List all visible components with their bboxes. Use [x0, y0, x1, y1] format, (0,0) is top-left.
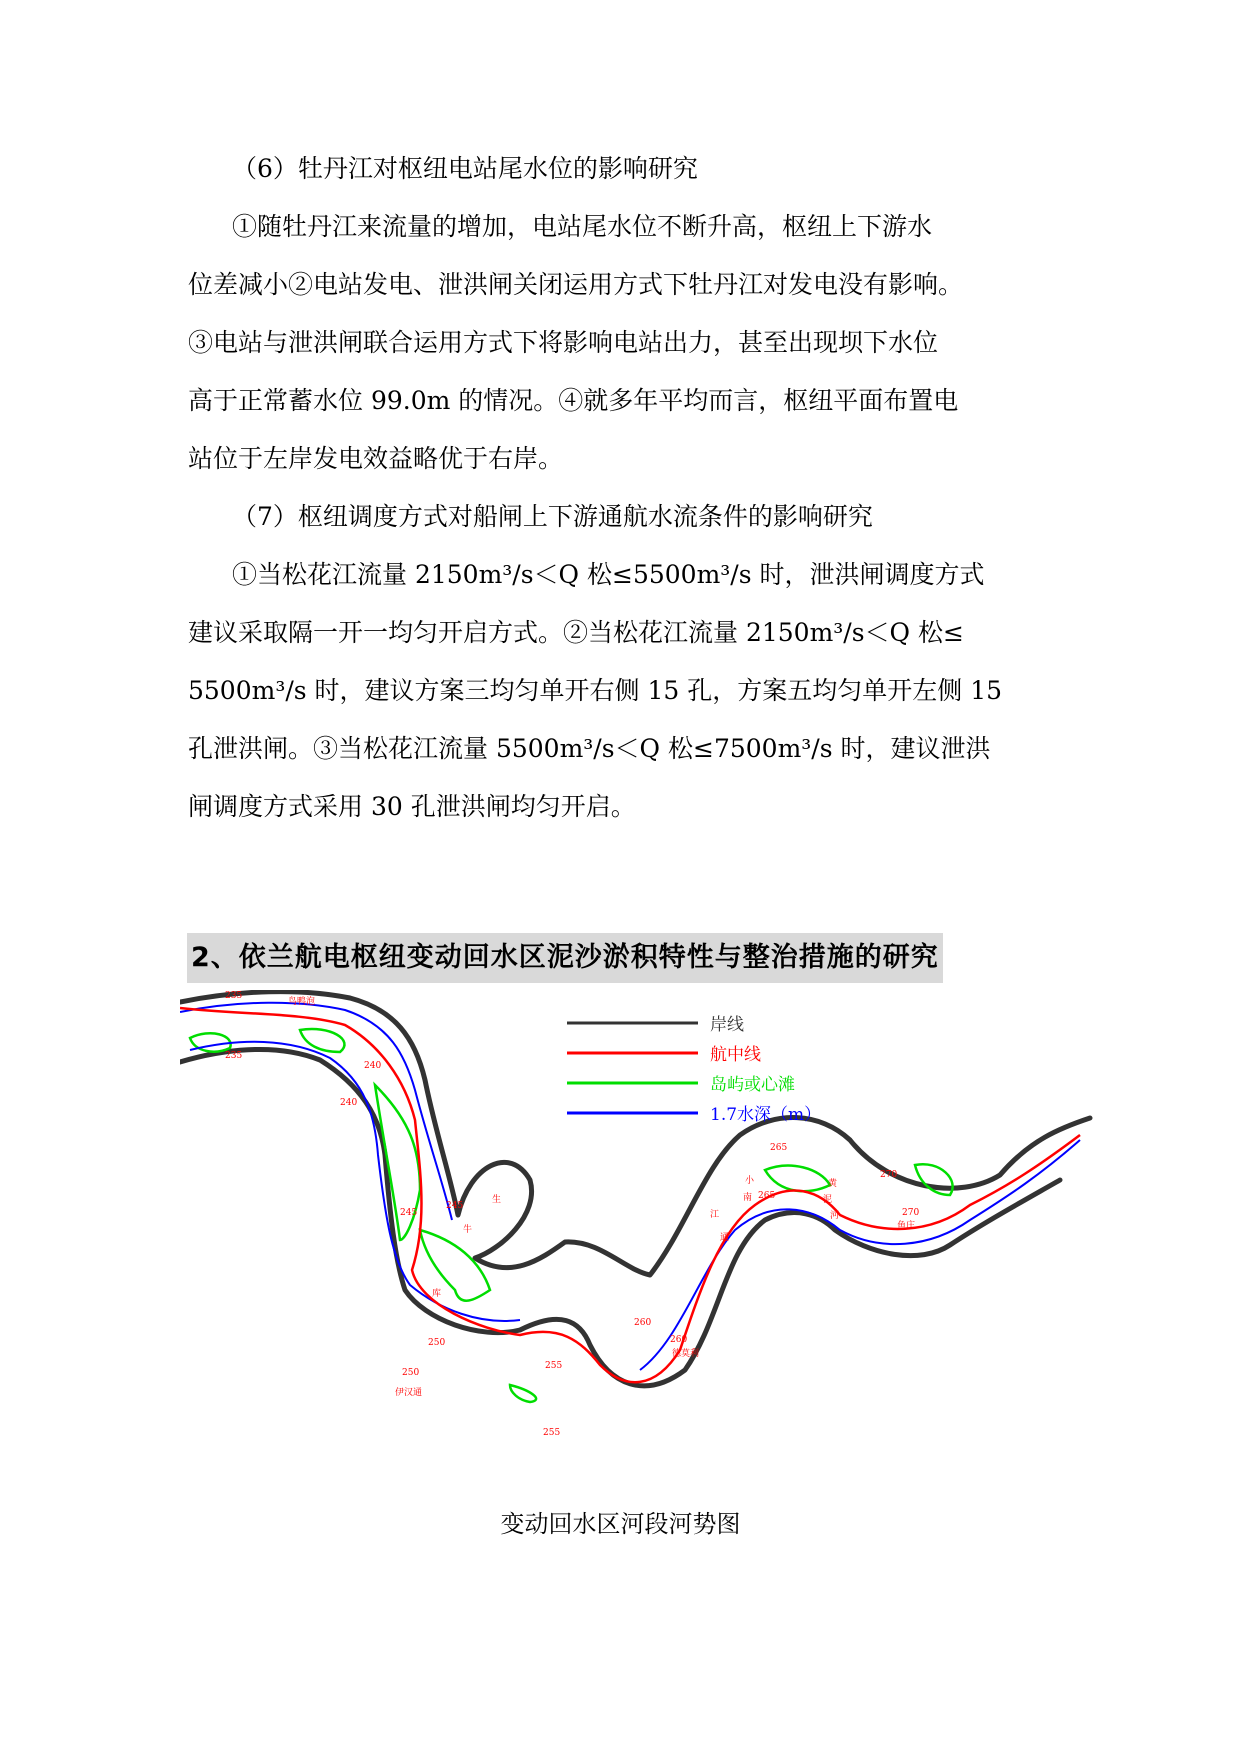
river-map-figure — [180, 990, 1100, 1480]
section-7-line-1: ①当松花江流量 2150m³/s＜Q 松≤5500m³/s 时，泄洪闸调度方式 — [232, 560, 985, 589]
section-7-line-5: 闸调度方式采用 30 孔泄洪闸均匀开启。 — [188, 792, 636, 821]
place-label: 通 — [720, 1233, 730, 1243]
river-bank-north — [180, 992, 1090, 1275]
mileage-label: 270 — [880, 1170, 898, 1180]
section-7 — [188, 488, 1068, 836]
river-map — [180, 990, 1100, 1480]
mileage-label: 270 — [902, 1208, 920, 1218]
place-label: 黄 — [828, 1179, 838, 1189]
place-label: 库 — [432, 1289, 442, 1299]
legend — [567, 1015, 821, 1125]
island-east-1 — [765, 1166, 830, 1192]
place-label: 德莫利 — [672, 1349, 700, 1359]
place-label: 小 — [745, 1176, 755, 1186]
legend-depth-label: 1.7水深（m） — [710, 1105, 822, 1125]
mileage-label: 265 — [770, 1143, 788, 1153]
mileage-label: 235 — [225, 1051, 243, 1061]
place-label: 河 — [830, 1211, 840, 1221]
legend-centerline-label: 航中线 — [710, 1045, 761, 1065]
place-label: 鸟鸭泡 — [288, 997, 316, 1007]
section-7-line-4: 孔泄洪闸。③当松花江流量 5500m³/s＜Q 松≤7500m³/s 时，建议泄洪 — [188, 734, 991, 763]
place-label: 鱼庄 — [897, 1221, 916, 1231]
place-label: 江 — [710, 1210, 720, 1220]
island-oxbow — [420, 1230, 490, 1301]
mileage-label: 250 — [428, 1338, 446, 1348]
section-6-heading: （6）牡丹江对枢纽电站尾水位的影响研究 — [232, 154, 698, 183]
mileage-label: 245 — [400, 1208, 418, 1218]
mileage-label: 240 — [364, 1061, 382, 1071]
section-6-line-1: ①随牡丹江来流量的增加，电站尾水位不断升高，枢纽上下游水 — [232, 212, 933, 241]
section-7-line-3: 5500m³/s 时，建议方案三均匀单开右侧 15 孔，方案五均匀单开左侧 15 — [188, 676, 1003, 705]
mileage-label: 265 — [758, 1191, 776, 1201]
section-6-line-4: 高于正常蓄水位 99.0m 的情况。④就多年平均而言，枢纽平面布置电 — [188, 386, 959, 415]
mileage-label: 260 — [634, 1318, 652, 1328]
figure-caption: 变动回水区河段河势图 — [500, 1510, 741, 1538]
place-label: 生 — [492, 1195, 502, 1205]
mileage-label: 235 — [225, 991, 243, 1001]
mileage-label: 245 — [446, 1201, 464, 1211]
place-label: 南 — [743, 1193, 753, 1203]
section-2-heading: 2、依兰航电枢纽变动回水区泥沙淤积特性与整治措施的研究 — [187, 933, 943, 983]
mileage-label: 250 — [402, 1368, 420, 1378]
section-6-line-2: 位差减小②电站发电、泄洪闸关闭运用方式下牡丹江对发电没有影响。 — [188, 270, 964, 299]
section-6 — [188, 140, 1068, 488]
mileage-label: 240 — [340, 1098, 358, 1108]
legend-bank-label: 岸线 — [710, 1015, 744, 1035]
section-6-line-3: ③电站与泄洪闸联合运用方式下将影响电站出力，甚至出现坝下水位 — [188, 328, 939, 357]
island-south — [510, 1385, 536, 1402]
section-6-line-5: 站位于左岸发电效益略优于右岸。 — [188, 444, 564, 473]
mileage-label: 260 — [670, 1335, 688, 1345]
river-bank-south — [180, 1049, 1060, 1385]
section-7-line-2: 建议采取隔一开一均匀开启方式。②当松花江流量 2150m³/s＜Q 松≤ — [188, 618, 964, 647]
place-label: 牛 — [463, 1225, 473, 1235]
place-label: 泥 — [823, 1195, 833, 1205]
mileage-label: 255 — [545, 1361, 563, 1371]
legend-island-label: 岛屿或心滩 — [710, 1075, 795, 1095]
mileage-label: 255 — [543, 1428, 561, 1438]
place-label: 伊汉通 — [395, 1388, 423, 1398]
section-7-heading: （7）枢纽调度方式对船闸上下游通航水流条件的影响研究 — [232, 502, 873, 531]
